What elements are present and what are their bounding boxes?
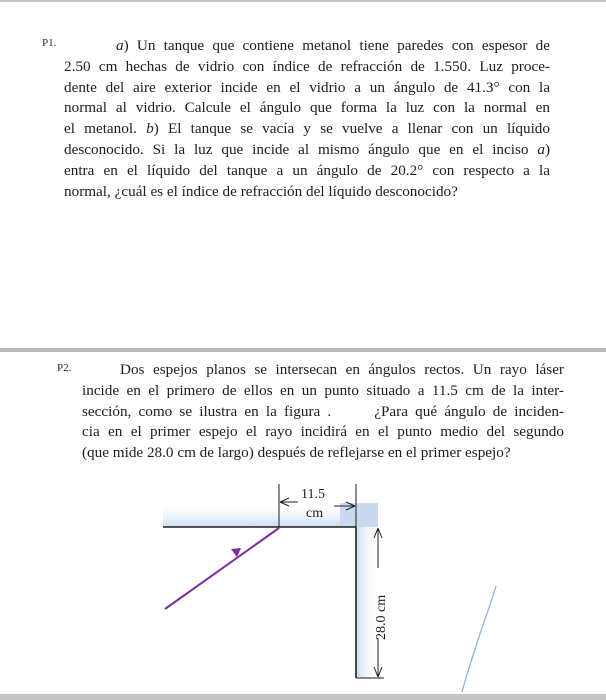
dimension-horizontal-unit: cm [306, 506, 324, 521]
pen-mark [462, 586, 496, 692]
problem-1-line: normal, ¿cuál es el índice de refracción del líquido desconocido? [64, 182, 458, 200]
problem-1-number: P1. [42, 37, 57, 49]
problem-1-line: normal al vidrio. Calcule el ángulo que forma la luz con la normal en [64, 99, 550, 117]
dimension-vertical-label: 28.0 cm [374, 594, 389, 640]
problem-2-line: (que mide 28.0 cm de largo) después de reflejarse en el primer espejo? [82, 444, 511, 462]
problem-2-line: Dos espejos planos se intersecan en ángulos rectos. Un rayo láser [120, 361, 564, 378]
problem-1-line: desconocido. Si la luz que incide al mismo ángulo que en el inciso a) [64, 140, 550, 158]
bottom-divider [0, 694, 606, 700]
problem-1-line-text: ) Un tanque que contiene metanol tiene paredes con espesor de [123, 37, 550, 54]
problem-2-line: cia en el primer espejo el rayo incidirá en el punto medio del segundo [82, 423, 564, 441]
problem-1-line: entra en el líquido del tanque a un ángulo de 20.2° con respecto a la [64, 161, 550, 179]
problem-2-line: incide en el primero de ellos en un punto situado a 11.5 cm de la inter- [82, 381, 564, 399]
first-mirror-shading [163, 503, 356, 527]
problem-1-line: el metanol. b) El tanque se vacía y se vuelve a llenar con un líquido [64, 120, 550, 138]
laser-ray [165, 528, 279, 609]
problem-1-line: dente del aire exterior incide en el vidrio a un ángulo de 41.3° con la [64, 78, 550, 96]
dimension-horizontal-value: 11.5 [301, 487, 325, 502]
problem-2-number: P2. [57, 362, 72, 374]
problem-1-line: 2.50 cm hechas de vidrio con índice de refracción de 1.550. Luz proce- [64, 57, 550, 75]
corner-shading [340, 503, 378, 527]
problem-2-line: sección, como se ilustra en la figura . ¿Para qué ángulo de inciden- [82, 402, 564, 420]
part-a-marker: a [116, 37, 124, 54]
